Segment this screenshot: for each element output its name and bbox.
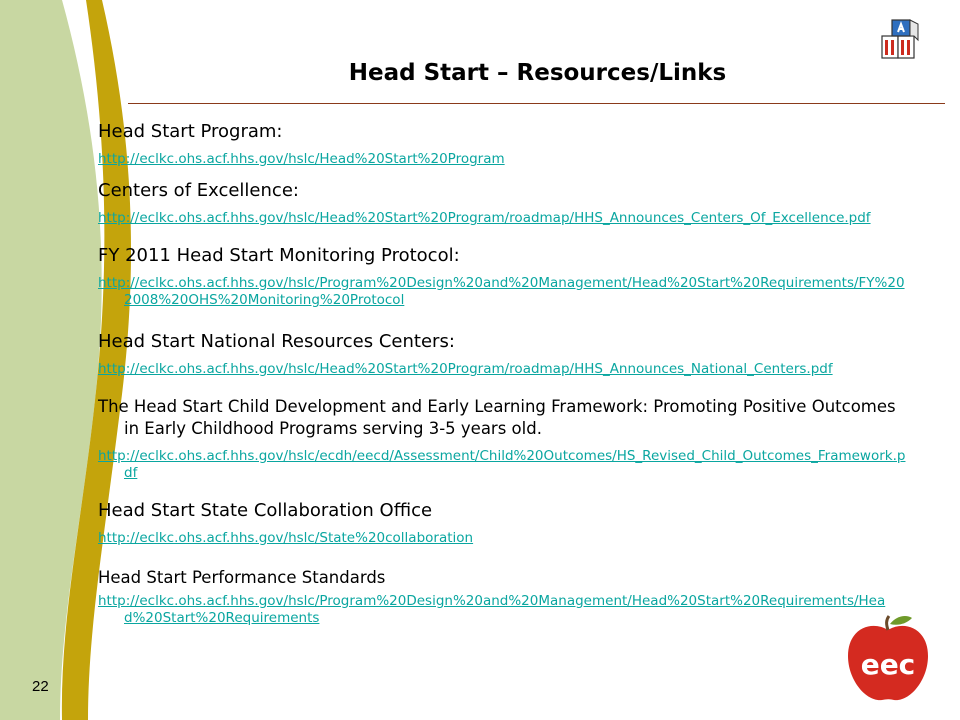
resource-heading-learning-framework: The Head Start Child Development and Early Learning Framework: Promoting Positive Outcomes in Early Childhood Programs serving 3-5 years old.	[98, 397, 896, 438]
resource-heading-program: Head Start Program:	[98, 121, 283, 142]
resource-heading-state-collaboration: Head Start State Collaboration Office	[98, 500, 433, 521]
resource-heading-national-centers: Head Start National Resources Centers:	[98, 331, 455, 352]
resource-item	[98, 331, 906, 378]
page-number: 22	[32, 678, 49, 695]
resource-heading-centers-of-excellence: Centers of Excellence:	[98, 180, 299, 201]
resource-link-centers-of-excellence[interactable]: http://eclkc.ohs.acf.hhs.gov/hslc/Head%20Start%20Program/roadmap/HHS_Announces_Centers_Of_Excellence.pdf	[98, 210, 871, 226]
resource-list	[98, 121, 906, 627]
resource-link-program[interactable]: http://eclkc.ohs.acf.hhs.gov/hslc/Head%20Start%20Program	[98, 151, 505, 167]
resource-link-monitoring-protocol[interactable]: http://eclkc.ohs.acf.hhs.gov/hslc/Program%20Design%20and%20Management/Head%20Start%20Requirements/FY%202008%20OHS%20Monitoring%20Protocol	[98, 275, 905, 308]
resource-link-national-centers[interactable]: http://eclkc.ohs.acf.hhs.gov/hslc/Head%20Start%20Program/roadmap/HHS_Announces_National_Centers.pdf	[98, 361, 833, 377]
eec-apple-logo	[842, 614, 934, 706]
resource-heading-performance-standards: Head Start Performance Standards	[98, 568, 386, 587]
resource-item	[98, 567, 906, 627]
slide-title: Head Start – Resources/Links	[348, 60, 727, 86]
blocks-icon	[880, 18, 924, 60]
resource-item	[98, 121, 906, 168]
resource-link-performance-standards[interactable]: http://eclkc.ohs.acf.hhs.gov/hslc/Program%20Design%20and%20Management/Head%20Start%20Requirements/Head%20Start%20Requirements	[98, 593, 886, 626]
resource-link-state-collaboration[interactable]: http://eclkc.ohs.acf.hhs.gov/hslc/State%20collaboration	[98, 530, 474, 546]
resource-item	[98, 245, 906, 309]
resource-item	[98, 500, 906, 547]
resource-item	[98, 180, 906, 227]
title-divider	[128, 103, 945, 104]
eec-logo-text: eec	[860, 648, 916, 681]
resource-item	[98, 396, 906, 482]
resource-link-learning-framework[interactable]: http://eclkc.ohs.acf.hhs.gov/hslc/ecdh/eecd/Assessment/Child%20Outcomes/HS_Revised_Child_Outcomes_Framework.pdf	[98, 448, 906, 481]
resource-heading-monitoring-protocol: FY 2011 Head Start Monitoring Protocol:	[98, 245, 460, 266]
